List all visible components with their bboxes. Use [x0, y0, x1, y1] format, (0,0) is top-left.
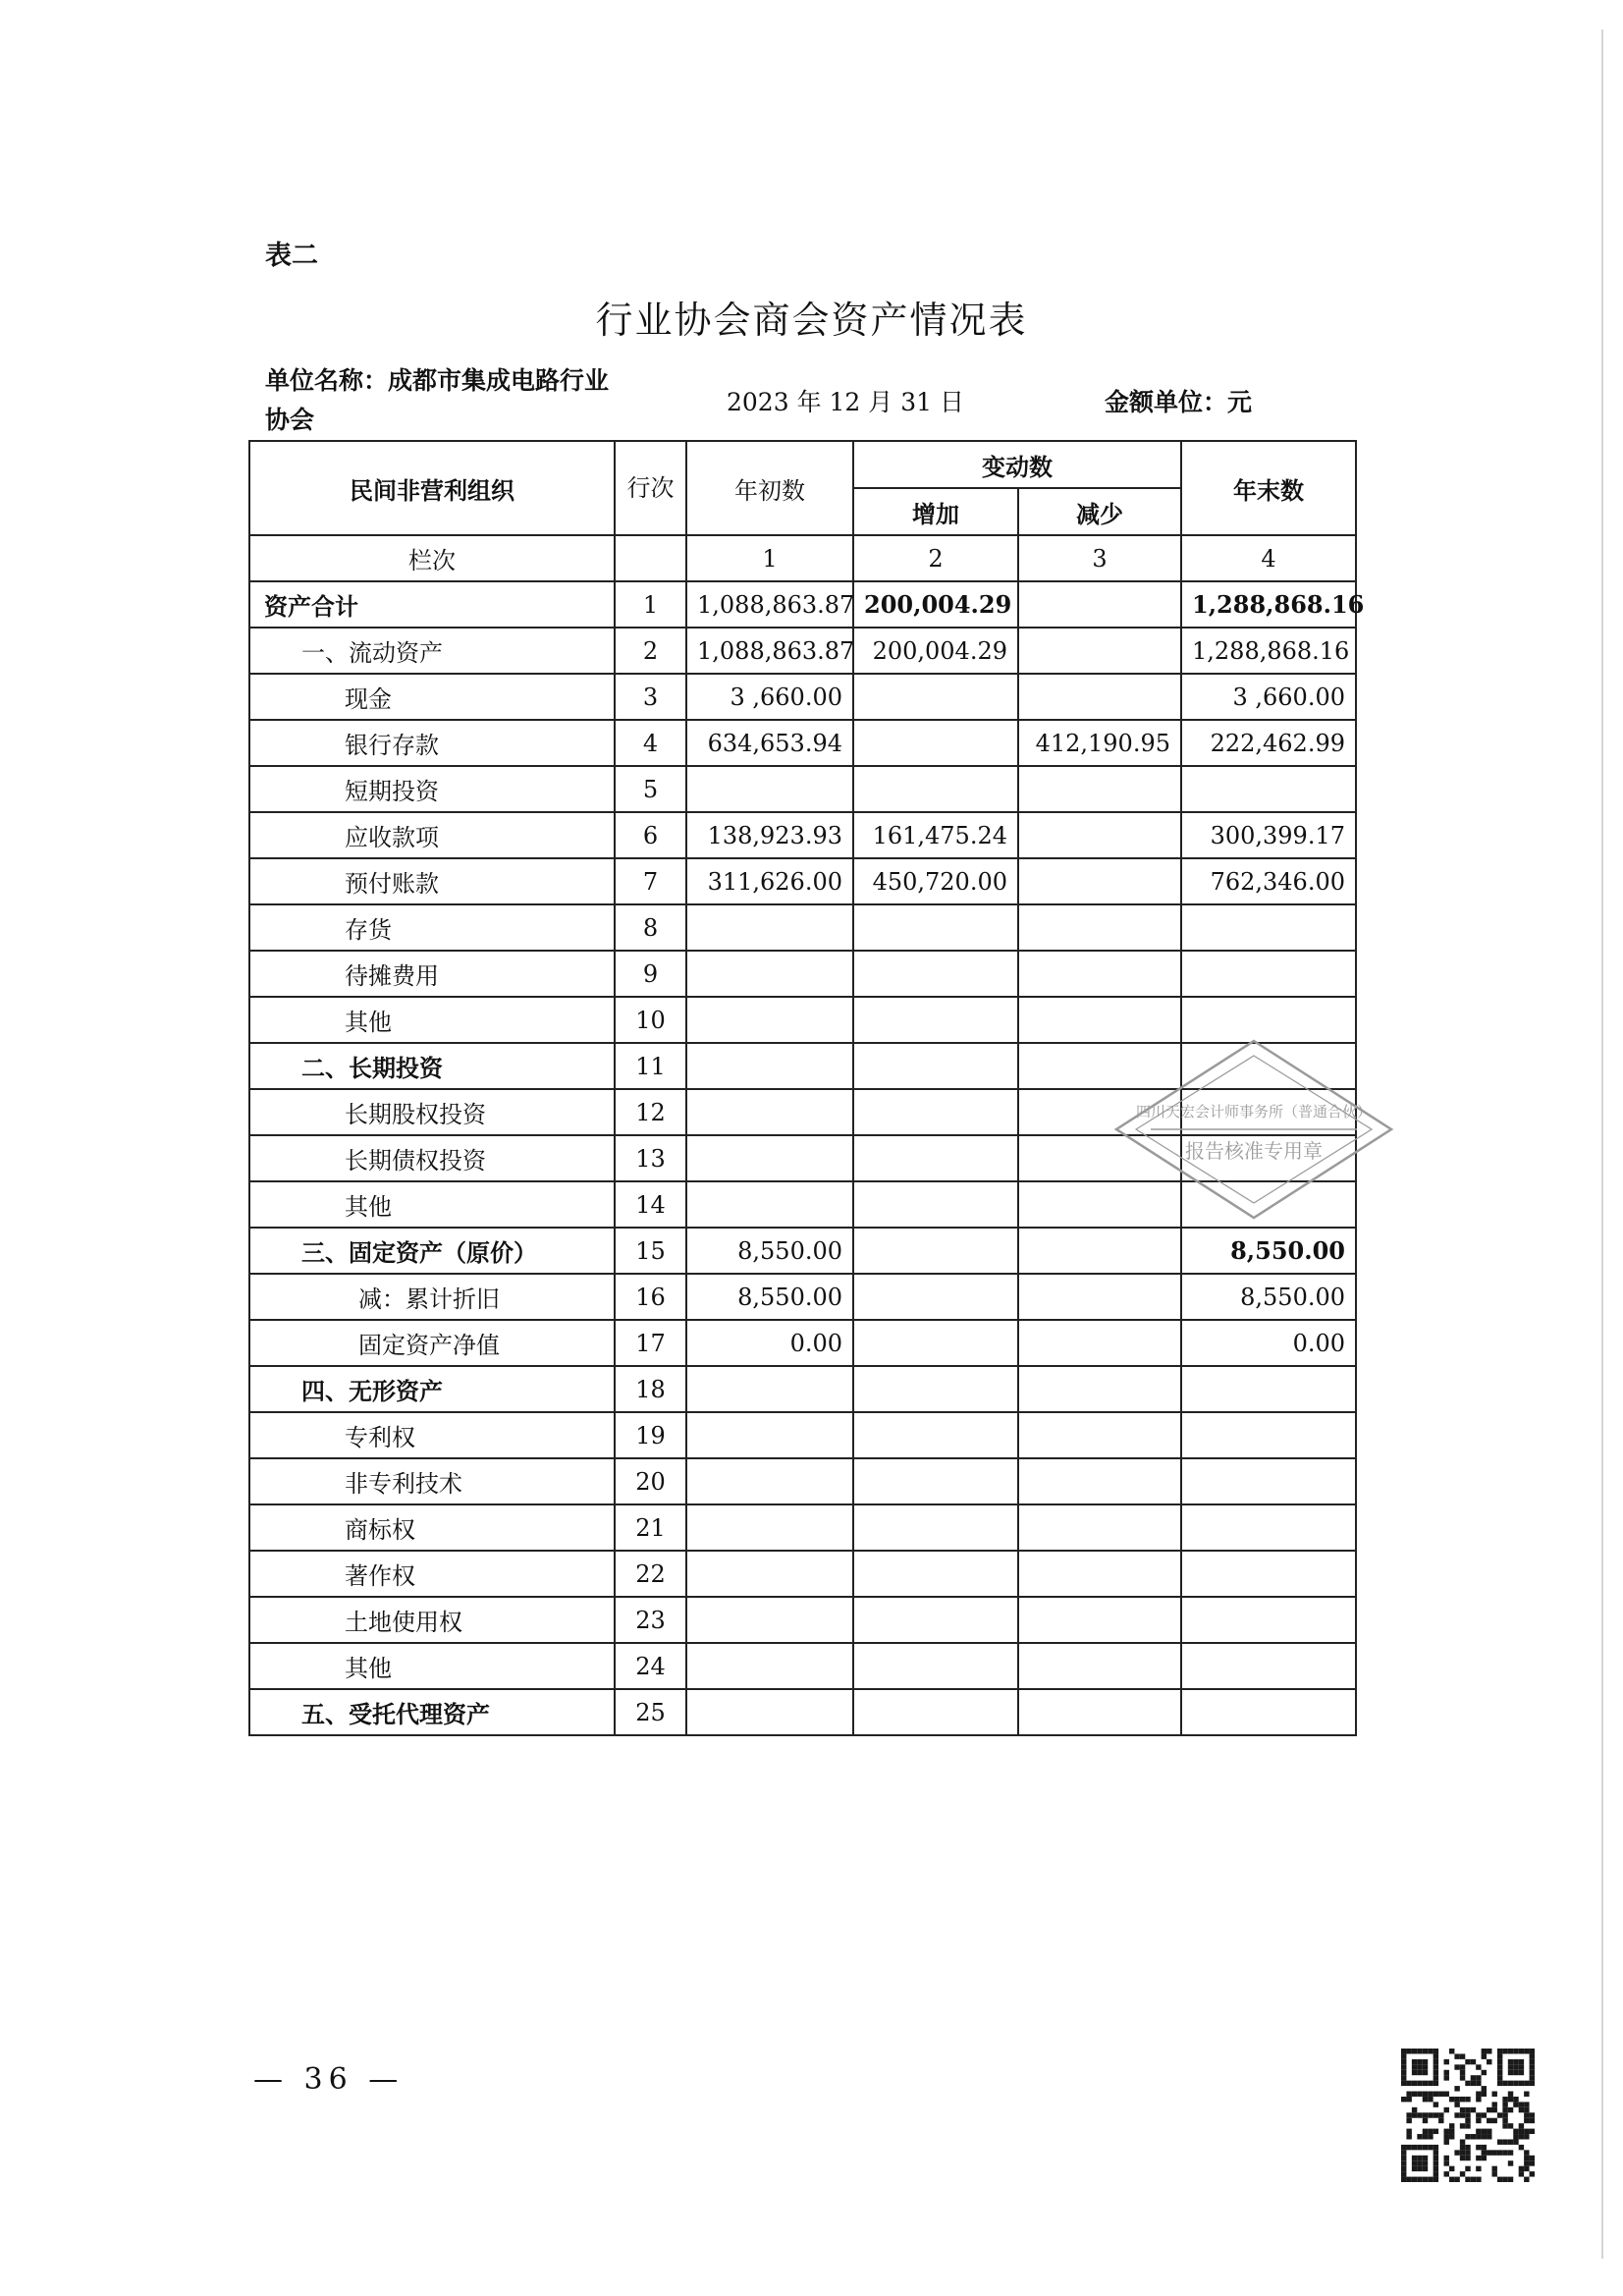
row-begin-value: 1,088,863.87 — [686, 581, 853, 628]
row-increase-value: 450,720.00 — [853, 858, 1018, 904]
header-decrease: 减少 — [1018, 488, 1181, 535]
row-line-number: 18 — [615, 1366, 686, 1412]
row-decrease-value — [1018, 904, 1181, 951]
table-row — [249, 1458, 1356, 1504]
row-increase-value — [853, 1181, 1018, 1228]
column-number-empty — [615, 535, 686, 581]
row-increase-value — [853, 1643, 1018, 1689]
row-begin-value — [686, 1504, 853, 1551]
table-row — [249, 1366, 1356, 1412]
row-increase-value — [853, 1412, 1018, 1458]
row-end-value: 8,550.00 — [1181, 1228, 1356, 1274]
row-begin-value — [686, 1043, 853, 1089]
row-increase-value — [853, 766, 1018, 812]
row-increase-value — [853, 904, 1018, 951]
row-begin-value: 0.00 — [686, 1320, 853, 1366]
row-begin-value: 8,550.00 — [686, 1274, 853, 1320]
row-line-number: 3 — [615, 674, 686, 720]
row-decrease-value — [1018, 1551, 1181, 1597]
row-line-number: 2 — [615, 628, 686, 674]
row-name: 存货 — [249, 904, 615, 951]
row-end-value — [1181, 951, 1356, 997]
report-date: 2023 年 12 月 31 日 — [727, 388, 964, 416]
row-end-value — [1181, 1504, 1356, 1551]
column-number-1: 1 — [686, 535, 853, 581]
row-end-value — [1181, 1643, 1356, 1689]
page-number: — 36 — — [253, 2062, 405, 2097]
table-row — [249, 1320, 1356, 1366]
row-begin-value: 311,626.00 — [686, 858, 853, 904]
header-end: 年末数 — [1181, 441, 1356, 535]
row-line-number: 16 — [615, 1274, 686, 1320]
row-increase-value — [853, 1228, 1018, 1274]
row-end-value: 300,399.17 — [1181, 812, 1356, 858]
row-begin-value: 634,653.94 — [686, 720, 853, 766]
table-label: 表二 — [265, 241, 318, 271]
row-increase-value — [853, 1089, 1018, 1135]
stamp-text-bottom: 报告核准专用章 — [1185, 1139, 1323, 1163]
row-line-number: 11 — [615, 1043, 686, 1089]
table-row — [249, 904, 1356, 951]
header-increase: 增加 — [853, 488, 1018, 535]
row-line-number: 10 — [615, 997, 686, 1043]
row-decrease-value — [1018, 628, 1181, 674]
row-begin-value — [686, 1181, 853, 1228]
row-decrease-value — [1018, 1366, 1181, 1412]
row-line-number: 12 — [615, 1089, 686, 1135]
row-increase-value — [853, 1689, 1018, 1735]
row-decrease-value — [1018, 581, 1181, 628]
table-row — [249, 951, 1356, 997]
row-name: 商标权 — [249, 1504, 615, 1551]
row-begin-value — [686, 1551, 853, 1597]
row-decrease-value — [1018, 1689, 1181, 1735]
row-line-number: 23 — [615, 1597, 686, 1643]
row-begin-value — [686, 1458, 853, 1504]
unit-name: 单位名称：成都市集成电路行业协会 — [265, 366, 610, 434]
row-line-number: 6 — [615, 812, 686, 858]
row-decrease-value — [1018, 766, 1181, 812]
row-begin-value: 1,088,863.87 — [686, 628, 853, 674]
row-increase-value — [853, 951, 1018, 997]
row-name: 其他 — [249, 1643, 615, 1689]
row-line-number: 4 — [615, 720, 686, 766]
row-line-number: 24 — [615, 1643, 686, 1689]
row-end-value: 1,288,868.16 — [1181, 628, 1356, 674]
row-increase-value — [853, 1043, 1018, 1089]
row-increase-value: 200,004.29 — [853, 628, 1018, 674]
qr-code — [1401, 2049, 1535, 2182]
row-name: 银行存款 — [249, 720, 615, 766]
row-name: 五、受托代理资产 — [249, 1689, 615, 1735]
row-name: 长期债权投资 — [249, 1135, 615, 1181]
row-end-value — [1181, 1597, 1356, 1643]
row-begin-value: 8,550.00 — [686, 1228, 853, 1274]
row-name: 专利权 — [249, 1412, 615, 1458]
row-increase-value — [853, 997, 1018, 1043]
row-end-value: 222,462.99 — [1181, 720, 1356, 766]
table-row — [249, 812, 1356, 858]
header-begin: 年初数 — [686, 441, 853, 535]
row-end-value: 762,346.00 — [1181, 858, 1356, 904]
row-increase-value: 161,475.24 — [853, 812, 1018, 858]
row-decrease-value — [1018, 674, 1181, 720]
header-org: 民间非营利组织 — [249, 441, 615, 535]
row-name: 土地使用权 — [249, 1597, 615, 1643]
row-decrease-value — [1018, 858, 1181, 904]
stamp-text-top: 四川天宏会计师事务所（普通合伙） — [1135, 1103, 1373, 1121]
row-begin-value — [686, 766, 853, 812]
table-row — [249, 1412, 1356, 1458]
table-row — [249, 1551, 1356, 1597]
column-number-2: 2 — [853, 535, 1018, 581]
table-row — [249, 1504, 1356, 1551]
row-name: 预付账款 — [249, 858, 615, 904]
row-line-number: 20 — [615, 1458, 686, 1504]
row-name: 二、长期投资 — [249, 1043, 615, 1089]
header-line: 行次 — [615, 441, 686, 535]
approval-stamp — [1111, 1036, 1396, 1223]
row-name: 其他 — [249, 997, 615, 1043]
row-name: 资产合计 — [249, 581, 615, 628]
row-name: 待摊费用 — [249, 951, 615, 997]
table-row — [249, 1643, 1356, 1689]
row-name: 固定资产净值 — [249, 1320, 615, 1366]
row-increase-value: 200,004.29 — [853, 581, 1018, 628]
row-begin-value — [686, 1089, 853, 1135]
row-name: 一、流动资产 — [249, 628, 615, 674]
row-line-number: 14 — [615, 1181, 686, 1228]
row-end-value — [1181, 1412, 1356, 1458]
row-line-number: 9 — [615, 951, 686, 997]
row-line-number: 25 — [615, 1689, 686, 1735]
row-line-number: 5 — [615, 766, 686, 812]
row-end-value — [1181, 1551, 1356, 1597]
row-line-number: 22 — [615, 1551, 686, 1597]
row-name: 著作权 — [249, 1551, 615, 1597]
table-row — [249, 1597, 1356, 1643]
row-decrease-value: 412,190.95 — [1018, 720, 1181, 766]
row-increase-value — [853, 1504, 1018, 1551]
row-increase-value — [853, 1135, 1018, 1181]
row-line-number: 1 — [615, 581, 686, 628]
column-number-label: 栏次 — [249, 535, 615, 581]
document-title: 行业协会商会资产情况表 — [595, 299, 1028, 342]
stamp-shape — [1116, 1041, 1391, 1218]
row-name: 现金 — [249, 674, 615, 720]
row-line-number: 13 — [615, 1135, 686, 1181]
row-end-value: 8,550.00 — [1181, 1274, 1356, 1320]
row-increase-value — [853, 1320, 1018, 1366]
row-decrease-value — [1018, 951, 1181, 997]
table-row — [249, 581, 1356, 628]
row-begin-value — [686, 1597, 853, 1643]
row-name: 非专利技术 — [249, 1458, 615, 1504]
row-line-number: 15 — [615, 1228, 686, 1274]
row-begin-value — [686, 904, 853, 951]
row-end-value — [1181, 766, 1356, 812]
table-row — [249, 766, 1356, 812]
row-end-value — [1181, 1458, 1356, 1504]
row-increase-value — [853, 1366, 1018, 1412]
row-name: 其他 — [249, 1181, 615, 1228]
table-row — [249, 858, 1356, 904]
row-begin-value — [686, 1135, 853, 1181]
table-row — [249, 628, 1356, 674]
row-end-value — [1181, 1689, 1356, 1735]
row-decrease-value — [1018, 1412, 1181, 1458]
row-end-value — [1181, 1366, 1356, 1412]
row-begin-value — [686, 951, 853, 997]
row-name: 三、固定资产（原价） — [249, 1228, 615, 1274]
row-decrease-value — [1018, 812, 1181, 858]
row-begin-value — [686, 1689, 853, 1735]
table-row — [249, 1274, 1356, 1320]
row-increase-value — [853, 720, 1018, 766]
row-increase-value — [853, 674, 1018, 720]
row-decrease-value — [1018, 1274, 1181, 1320]
column-number-4: 4 — [1181, 535, 1356, 581]
row-decrease-value — [1018, 1458, 1181, 1504]
amount-unit: 金额单位：元 — [1105, 388, 1253, 416]
page-edge-line — [1601, 29, 1603, 2259]
row-begin-value: 138,923.93 — [686, 812, 853, 858]
row-begin-value — [686, 1643, 853, 1689]
row-name: 减：累计折旧 — [249, 1274, 615, 1320]
header-change: 变动数 — [853, 441, 1181, 488]
row-name: 应收款项 — [249, 812, 615, 858]
row-decrease-value — [1018, 1597, 1181, 1643]
row-decrease-value — [1018, 1228, 1181, 1274]
row-increase-value — [853, 1458, 1018, 1504]
row-name: 长期股权投资 — [249, 1089, 615, 1135]
row-begin-value — [686, 1412, 853, 1458]
row-line-number: 17 — [615, 1320, 686, 1366]
row-line-number: 21 — [615, 1504, 686, 1551]
table-row — [249, 1228, 1356, 1274]
row-line-number: 19 — [615, 1412, 686, 1458]
row-begin-value — [686, 997, 853, 1043]
row-increase-value — [853, 1551, 1018, 1597]
row-decrease-value — [1018, 1320, 1181, 1366]
row-increase-value — [853, 1274, 1018, 1320]
row-decrease-value — [1018, 1643, 1181, 1689]
table-row — [249, 674, 1356, 720]
row-begin-value — [686, 1366, 853, 1412]
column-number-3: 3 — [1018, 535, 1181, 581]
row-end-value: 3 ,660.00 — [1181, 674, 1356, 720]
row-increase-value — [853, 1597, 1018, 1643]
table-row — [249, 720, 1356, 766]
row-end-value: 1,288,868.16 — [1181, 581, 1356, 628]
row-line-number: 7 — [615, 858, 686, 904]
row-decrease-value — [1018, 1504, 1181, 1551]
row-line-number: 8 — [615, 904, 686, 951]
table-row — [249, 1689, 1356, 1735]
row-name: 四、无形资产 — [249, 1366, 615, 1412]
row-end-value — [1181, 904, 1356, 951]
row-end-value: 0.00 — [1181, 1320, 1356, 1366]
row-name: 短期投资 — [249, 766, 615, 812]
row-begin-value: 3 ,660.00 — [686, 674, 853, 720]
